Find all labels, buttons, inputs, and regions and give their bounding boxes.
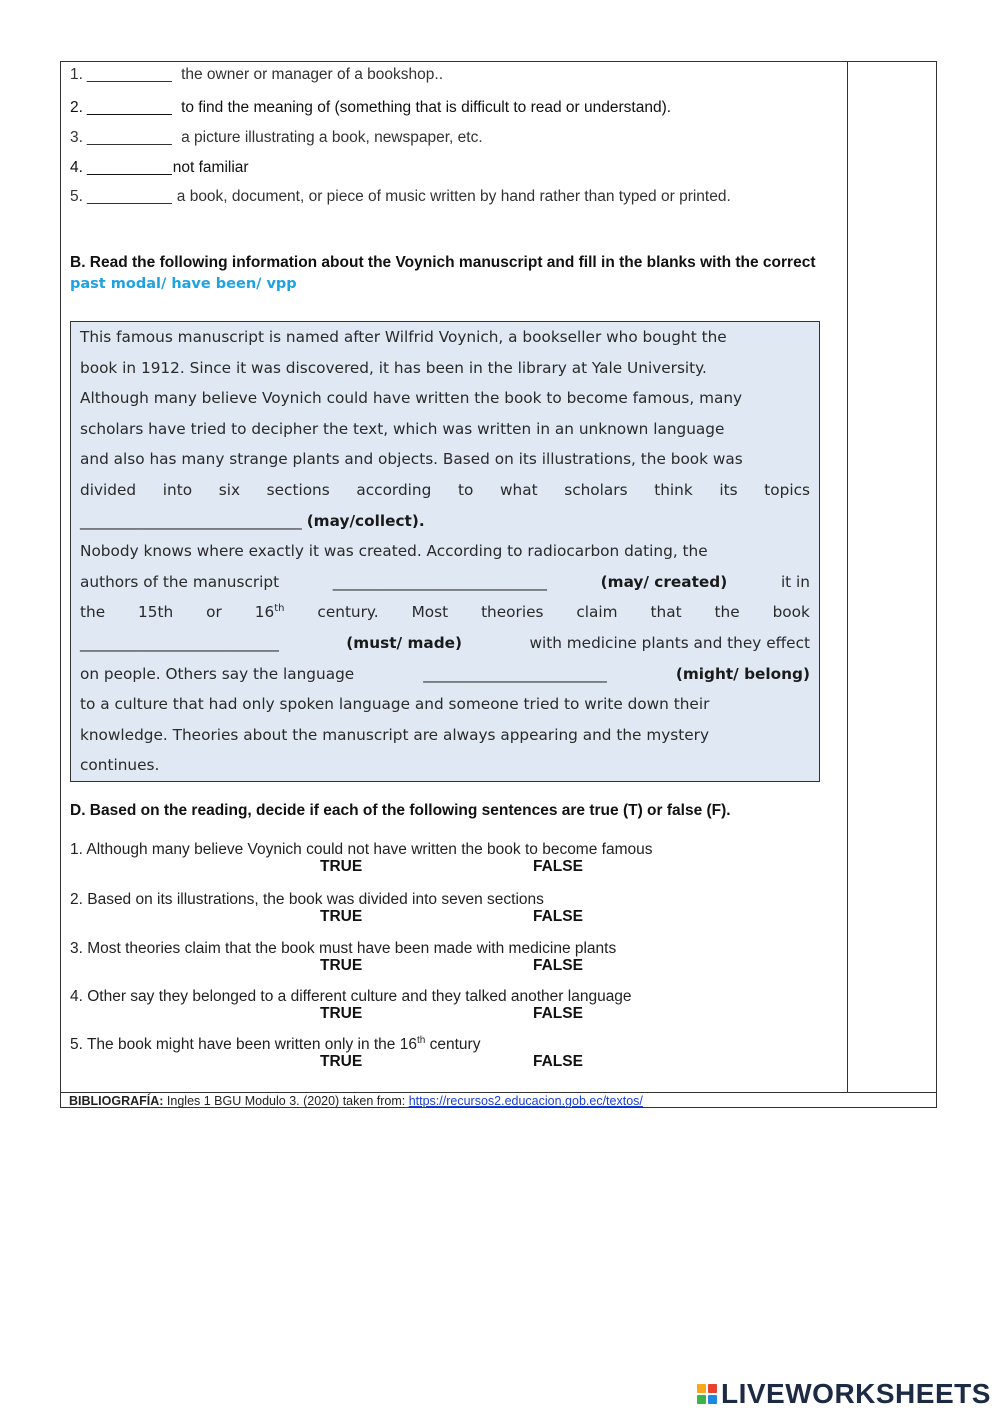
passage-blank-4[interactable]: ________________________ bbox=[423, 664, 607, 683]
true-option[interactable]: TRUE bbox=[320, 1005, 363, 1022]
section-b-instruction: B. Read the following information about the Voynich manuscript and fill in the blanks with the correct past modal/ have been/ vpp bbox=[70, 254, 816, 292]
liveworksheets-logo bbox=[697, 1378, 991, 1410]
true-option[interactable]: TRUE bbox=[320, 908, 363, 925]
bibliography: BIBLIOGRAFÍA: Ingles 1 BGU Modulo 3. (2020) taken from: https://recursos2.educacion.gob.ec/textos/ bbox=[69, 1094, 643, 1108]
false-option[interactable]: FALSE bbox=[533, 957, 583, 974]
footer-divider bbox=[61, 1092, 936, 1093]
passage-blank-1[interactable]: _____________________________ bbox=[80, 511, 302, 530]
reading-line: continues. bbox=[80, 756, 160, 775]
reading-line: divided into six sections according to what scholars think its topics bbox=[80, 480, 810, 499]
vocab-item-2: 2. ___________ to find the meaning of (something that is difficult to read or understand). bbox=[70, 99, 672, 116]
true-option[interactable]: TRUE bbox=[320, 1053, 363, 1070]
answer-blank[interactable]: ___________ bbox=[86, 129, 171, 146]
reading-line bbox=[80, 506, 810, 537]
reading-line: on people. Others say the language ________________________ (might/ belong) bbox=[80, 659, 810, 690]
worksheet-frame bbox=[60, 61, 937, 1108]
vocab-item-1: 1. ___________ the owner or manager of a bookshop.. bbox=[70, 66, 444, 83]
reading-line: scholars have tried to decipher the text, which was written in an unknown language bbox=[80, 419, 725, 438]
false-option[interactable]: FALSE bbox=[533, 908, 583, 925]
vocab-item-3: 3. ___________ a picture illustrating a book, newspaper, etc. bbox=[70, 129, 483, 146]
vocab-item-4: 4. ___________ not familiar bbox=[70, 159, 249, 176]
tf-item-2: 2. Based on its illustrations, the book was divided into seven sections TRUE FALSE bbox=[70, 891, 583, 925]
reading-passage bbox=[70, 321, 820, 782]
tf-item-4: 4. Other say they belonged to a different culture and they talked another language TRUE FALSE bbox=[70, 988, 632, 1022]
answer-blank[interactable]: ___________ bbox=[86, 66, 171, 83]
reading-line: Although many believe Voynich could have written the book to become famous, many bbox=[80, 389, 743, 408]
reading-line: knowledge. Theories about the manuscript are always appearing and the mystery bbox=[80, 725, 710, 744]
reading-line: the 15th or 16th century. Most theories claim that the book bbox=[80, 603, 810, 622]
passage-blank-2[interactable]: ____________________________ bbox=[332, 572, 547, 591]
false-option[interactable]: FALSE bbox=[533, 1005, 583, 1022]
verb-hint: (may/collect). bbox=[306, 511, 425, 530]
verb-hint: (must/ made) bbox=[346, 633, 463, 652]
verb-hint: (may/ created) bbox=[600, 572, 728, 591]
reading-line: This famous manuscript is named after Wilfrid Voynich, a bookseller who bought the bbox=[80, 328, 727, 346]
logo-wordmark: LIVEWORKSHEETS bbox=[721, 1378, 991, 1409]
reading-line: to a culture that had only spoken language and someone tried to write down their bbox=[80, 695, 710, 714]
true-option[interactable]: TRUE bbox=[320, 957, 363, 974]
true-option[interactable]: TRUE bbox=[320, 858, 363, 875]
reading-line: book in 1912. Since it was discovered, it has been in the library at Yale University. bbox=[80, 358, 707, 377]
answer-blank[interactable]: ___________ bbox=[86, 159, 171, 176]
logo-mark-icon bbox=[697, 1384, 717, 1404]
answer-blank[interactable]: ___________ bbox=[86, 99, 171, 116]
tf-item-3: 3. Most theories claim that the book must have been made with medicine plants TRUE FALSE bbox=[70, 940, 617, 974]
reading-line: and also has many strange plants and objects. Based on its illustrations, the book was bbox=[80, 450, 743, 469]
false-option[interactable]: FALSE bbox=[533, 1053, 583, 1070]
tf-item-1: 1. Although many believe Voynich could not have written the book to become famous TRUE FALSE bbox=[70, 841, 653, 875]
source-link[interactable]: https://recursos2.educacion.gob.ec/textos/ bbox=[408, 1094, 643, 1108]
grammar-focus: past modal/ have been/ vpp bbox=[70, 276, 297, 292]
reading-line: Nobody knows where exactly it was created. According to radiocarbon dating, the bbox=[80, 542, 708, 561]
answer-blank[interactable]: ___________ bbox=[86, 188, 171, 205]
verb-hint: (might/ belong) bbox=[675, 664, 810, 683]
passage-blank-3[interactable]: __________________________ bbox=[80, 633, 279, 652]
column-divider bbox=[847, 62, 848, 1092]
section-d-instruction: D. Based on the reading, decide if each of the following sentences are true (T) or false (F). bbox=[70, 802, 731, 819]
vocab-item-5: 5. ___________ a book, document, or piece of music written by hand rather than typed or printed. bbox=[70, 188, 731, 205]
false-option[interactable]: FALSE bbox=[533, 858, 583, 875]
tf-item-5: 5. The book might have been written only in the 16th century TRUE FALSE bbox=[70, 1034, 583, 1070]
reading-line: authors of the manuscript ____________________________ (may/ created) it in bbox=[80, 567, 810, 598]
reading-line: __________________________ (must/ made) with medicine plants and they effect bbox=[80, 628, 810, 659]
